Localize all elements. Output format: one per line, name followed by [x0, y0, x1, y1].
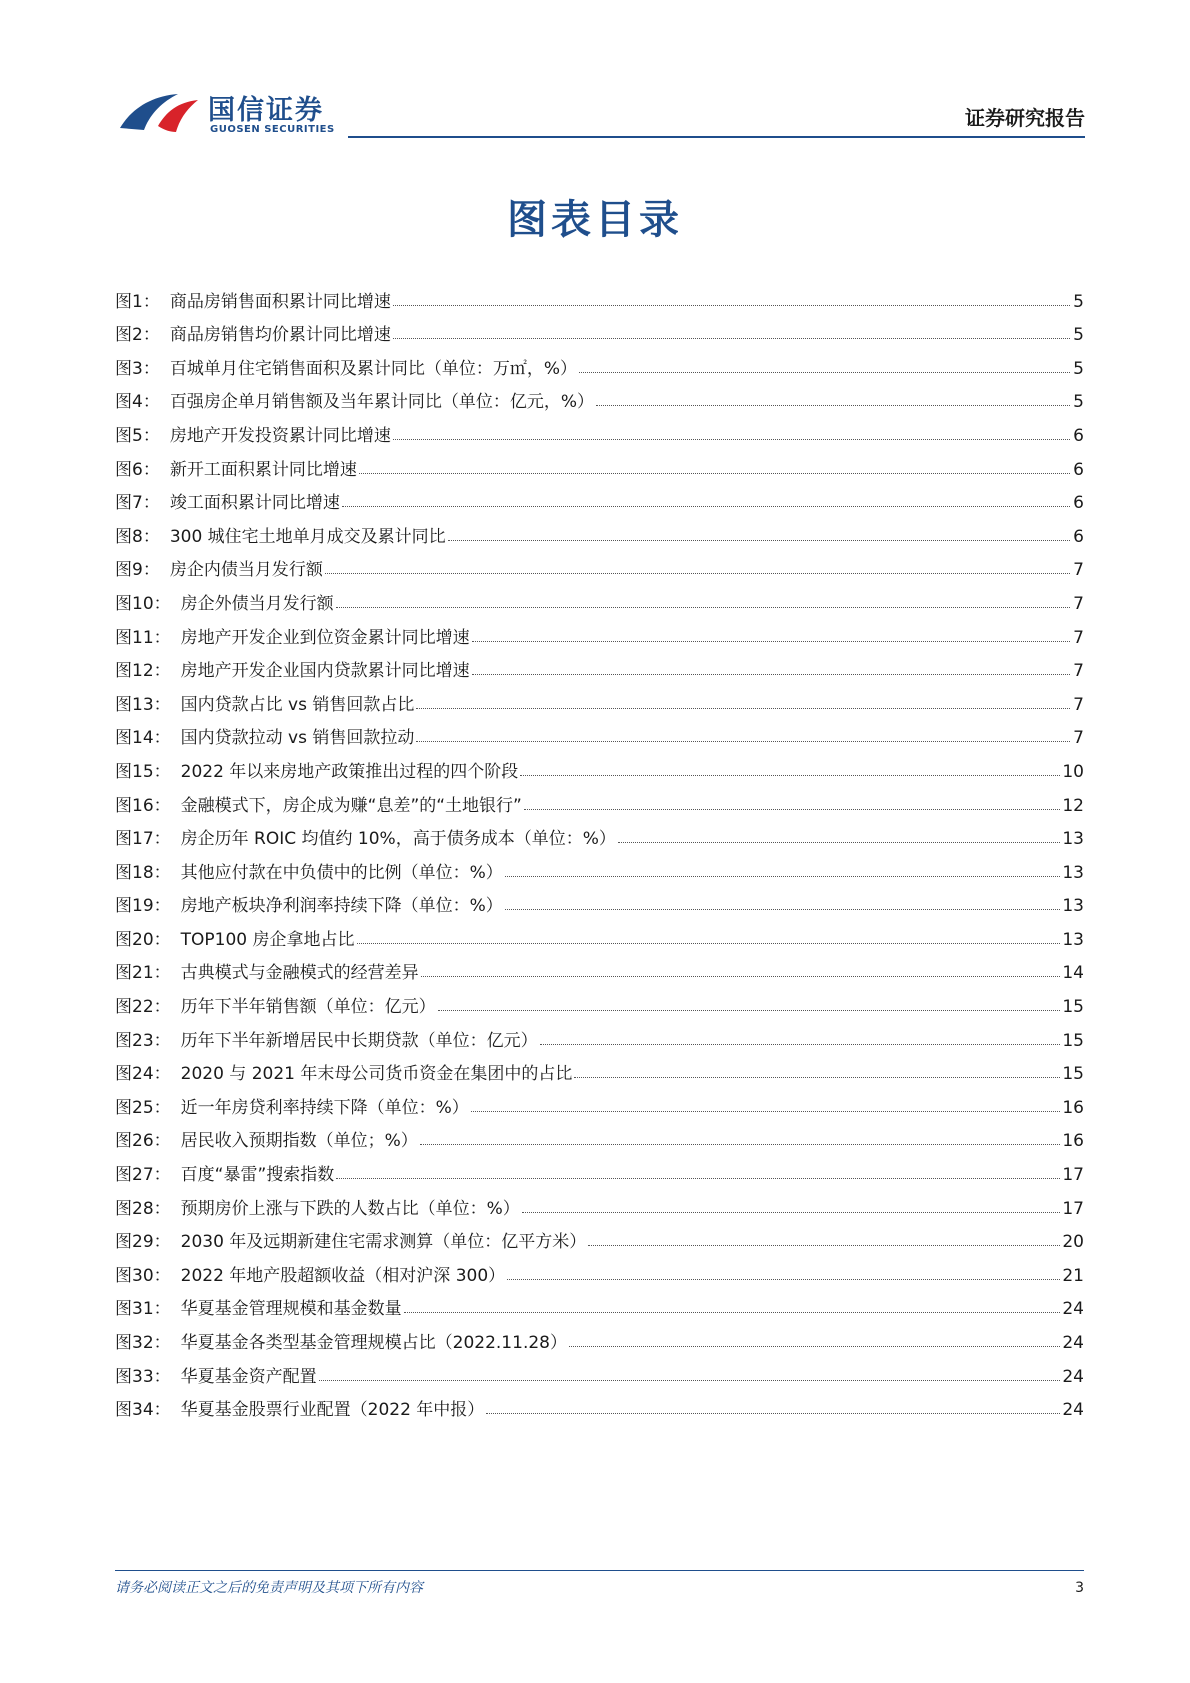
- toc-entry-title: 新开工面积累计同比增速: [169, 459, 357, 480]
- toc-entry-label: 图33：: [115, 1366, 171, 1387]
- toc-entry[interactable]: [115, 278, 1084, 312]
- toc-entry-label: 图9：: [115, 560, 160, 581]
- toc-entry-label: 图30：: [115, 1265, 171, 1286]
- toc-entry[interactable]: [115, 1084, 1084, 1118]
- toc-entry-page: 13: [1062, 829, 1084, 850]
- toc-entry-label: 图6：: [115, 459, 160, 480]
- toc-entry-page: 13: [1062, 929, 1084, 950]
- toc-entry-title: TOP100 房企拿地占比: [180, 929, 355, 950]
- report-type-label: 证券研究报告: [965, 106, 1085, 130]
- toc-dot-leader: [505, 876, 1061, 877]
- toc-dot-leader: [471, 1111, 1061, 1112]
- toc-entry-label: 图7：: [115, 493, 160, 514]
- toc-dot-leader: [579, 372, 1070, 373]
- footer-disclaimer: 请务必阅读正文之后的免责声明及其项下所有内容: [115, 1580, 423, 1596]
- toc-entry-page: 7: [1073, 728, 1084, 749]
- toc-entry-page: 6: [1073, 526, 1084, 547]
- toc-entry-title: 近一年房贷利率持续下降（单位：%）: [180, 1097, 469, 1118]
- toc-entry-title: 房企内债当月发行额: [169, 560, 323, 581]
- toc-dot-leader: [359, 473, 1070, 474]
- toc-entry-page: 24: [1062, 1400, 1084, 1421]
- toc-entry[interactable]: [115, 547, 1084, 581]
- toc-dot-leader: [421, 976, 1061, 977]
- toc-entry[interactable]: [115, 983, 1084, 1017]
- toc-dot-leader: [472, 641, 1070, 642]
- toc-entry-label: 图24：: [115, 1064, 171, 1085]
- toc-entry-label: 图1：: [115, 291, 160, 312]
- toc-entry-page: 7: [1073, 694, 1084, 715]
- toc-entry-page: 17: [1062, 1198, 1084, 1219]
- toc-entry-title: 2030 年及远期新建住宅需求测算（单位：亿平方米）: [180, 1232, 587, 1253]
- toc-entry[interactable]: [115, 1387, 1084, 1421]
- toc-entry-page: 15: [1062, 1030, 1084, 1051]
- toc-dot-leader: [393, 338, 1070, 339]
- toc-entry-title: 国内贷款拉动 vs 销售回款拉动: [180, 728, 415, 749]
- toc-entry-page: 5: [1073, 325, 1084, 346]
- toc-entry-label: 图5：: [115, 425, 160, 446]
- toc-dot-leader: [540, 1044, 1061, 1045]
- toc-entry[interactable]: [115, 748, 1084, 782]
- toc-entry-page: 7: [1073, 560, 1084, 581]
- toc-dot-leader: [520, 775, 1060, 776]
- toc-entry-page: 15: [1062, 1064, 1084, 1085]
- toc-entry[interactable]: [115, 312, 1084, 346]
- toc-entry-label: 图25：: [115, 1097, 171, 1118]
- toc-entry-title: 房地产板块净利润率持续下降（单位：%）: [180, 896, 503, 917]
- toc-entry-page: 21: [1062, 1265, 1084, 1286]
- toc-entry[interactable]: [115, 883, 1084, 917]
- toc-entry[interactable]: [115, 1151, 1084, 1185]
- toc-entry-page: 20: [1062, 1232, 1084, 1253]
- toc-dot-leader: [574, 1077, 1060, 1078]
- toc-entry[interactable]: [115, 513, 1084, 547]
- toc-entry-label: 图16：: [115, 795, 171, 816]
- toc-entry-page: 12: [1062, 795, 1084, 816]
- toc-entry-label: 图27：: [115, 1165, 171, 1186]
- toc-entry[interactable]: [115, 1286, 1084, 1320]
- toc-entry-page: 6: [1073, 425, 1084, 446]
- toc-entry-title: 2022 年地产股超额收益（相对沪深 300）: [180, 1265, 506, 1286]
- toc-entry-title: 百度“暴雷”搜索指数: [180, 1165, 335, 1186]
- toc-entry-title: 金融模式下，房企成为赚“息差”的“土地银行”: [180, 795, 522, 816]
- toc-entry[interactable]: [115, 715, 1084, 749]
- toc-entry-label: 图32：: [115, 1333, 171, 1353]
- toc-entry[interactable]: [115, 782, 1084, 816]
- toc-entry-title: 华夏基金各类型基金管理规模占比（2022.11.28）: [180, 1333, 567, 1353]
- guosen-logo: [118, 82, 348, 142]
- toc-entry-label: 图10：: [115, 593, 171, 614]
- toc-dot-leader: [524, 809, 1060, 810]
- toc-entry-page: 5: [1073, 291, 1084, 312]
- toc-entry-page: 5: [1073, 392, 1084, 413]
- toc-entry[interactable]: [115, 1118, 1084, 1152]
- toc-entry-title: 百强房企单月销售额及当年累计同比（单位：亿元，%）: [169, 392, 594, 413]
- toc-entry[interactable]: [115, 1252, 1084, 1286]
- toc-entry[interactable]: [115, 816, 1084, 850]
- toc-dot-leader: [472, 674, 1070, 675]
- toc-entry-title: 预期房价上涨与下跌的人数占比（单位：%）: [180, 1198, 520, 1219]
- toc-dot-leader: [420, 1144, 1061, 1145]
- toc-entry-title: 商品房销售面积累计同比增速: [169, 291, 391, 312]
- toc-entry-label: 图4：: [115, 392, 160, 413]
- toc-entry-page: 15: [1062, 997, 1084, 1018]
- toc-dot-leader: [486, 1413, 1060, 1414]
- toc-entry-page: 14: [1062, 963, 1084, 984]
- toc-entry[interactable]: [115, 580, 1084, 614]
- logo-chinese-name: 国信证券: [208, 95, 324, 126]
- toc-entry-label: 图26：: [115, 1131, 171, 1152]
- toc-entry[interactable]: [115, 648, 1084, 682]
- toc-entry-page: 24: [1062, 1333, 1084, 1353]
- toc-entry[interactable]: [115, 681, 1084, 715]
- toc-entry-label: 图23：: [115, 1030, 171, 1051]
- toc-entry-label: 图2：: [115, 325, 160, 346]
- toc-entry-title: 华夏基金管理规模和基金数量: [180, 1299, 402, 1320]
- toc-dot-leader: [336, 1178, 1060, 1179]
- page-title: 图表目录: [507, 197, 683, 243]
- toc-entry-page: 13: [1062, 862, 1084, 883]
- toc-entry[interactable]: [115, 950, 1084, 984]
- toc-entry-page: 17: [1062, 1165, 1084, 1186]
- toc-entry-label: 图20：: [115, 929, 171, 950]
- toc-entry-page: 24: [1062, 1299, 1084, 1320]
- toc-entry-title: 古典模式与金融模式的经营差异: [180, 963, 419, 984]
- figure-toc-list: [115, 278, 1084, 1420]
- toc-dot-leader: [393, 305, 1070, 306]
- toc-entry-label: 图12：: [115, 661, 171, 682]
- toc-entry-page: 7: [1073, 661, 1084, 682]
- toc-entry-label: 图8：: [115, 526, 160, 547]
- toc-dot-leader: [438, 1010, 1061, 1011]
- toc-entry-title: 百城单月住宅销售面积及累计同比（单位：万㎡，%）: [169, 358, 577, 379]
- toc-dot-leader: [404, 1312, 1061, 1313]
- toc-entry[interactable]: [115, 1017, 1084, 1051]
- toc-entry-label: 图11：: [115, 627, 171, 648]
- toc-entry-title: 房地产开发企业国内贷款累计同比增速: [180, 661, 470, 682]
- toc-entry[interactable]: [115, 1353, 1084, 1387]
- toc-entry[interactable]: [115, 480, 1084, 514]
- toc-entry-title: 历年下半年新增居民中长期贷款（单位：亿元）: [180, 1030, 538, 1051]
- toc-entry-title: 2022 年以来房地产政策推出过程的四个阶段: [180, 761, 519, 782]
- toc-entry-title: 华夏基金资产配置: [180, 1366, 317, 1387]
- toc-entry-page: 16: [1062, 1131, 1084, 1152]
- toc-entry[interactable]: [115, 614, 1084, 648]
- toc-entry-page: 10: [1062, 761, 1084, 782]
- toc-entry-label: 图21：: [115, 963, 171, 984]
- toc-entry-label: 图3：: [115, 358, 160, 379]
- header-divider: [348, 136, 1085, 138]
- toc-entry-title: 国内贷款占比 vs 销售回款占比: [180, 694, 415, 715]
- toc-dot-leader: [336, 607, 1070, 608]
- toc-entry-title: 历年下半年销售额（单位：亿元）: [180, 997, 436, 1018]
- toc-entry[interactable]: [115, 916, 1084, 950]
- toc-dot-leader: [588, 1245, 1060, 1246]
- toc-entry-label: 图22：: [115, 997, 171, 1018]
- logo-english-name: GUOSEN SECURITIES: [210, 124, 335, 135]
- toc-dot-leader: [596, 405, 1070, 406]
- toc-entry-page: 7: [1073, 593, 1084, 614]
- page-number: 3: [1075, 1580, 1084, 1596]
- toc-entry[interactable]: [115, 412, 1084, 446]
- toc-dot-leader: [342, 506, 1070, 507]
- toc-entry-page: 5: [1073, 358, 1084, 379]
- toc-dot-leader: [416, 708, 1070, 709]
- toc-dot-leader: [505, 909, 1061, 910]
- toc-entry[interactable]: [115, 379, 1084, 413]
- toc-dot-leader: [507, 1279, 1060, 1280]
- toc-dot-leader: [319, 1380, 1061, 1381]
- toc-entry-title: 居民收入预期指数（单位；%）: [180, 1131, 418, 1152]
- toc-entry-title: 房企历年 ROIC 均值约 10%，高于债务成本（单位：%）: [180, 829, 616, 850]
- toc-entry-label: 图13：: [115, 694, 171, 715]
- toc-entry-title: 2020 与 2021 年末母公司货币资金在集团中的占比: [180, 1064, 573, 1085]
- toc-entry-title: 商品房销售均价累计同比增速: [169, 325, 391, 346]
- page-header: [118, 82, 1085, 142]
- toc-entry[interactable]: [115, 446, 1084, 480]
- toc-entry-label: 图31：: [115, 1299, 171, 1320]
- toc-entry-label: 图28：: [115, 1198, 171, 1219]
- toc-entry-label: 图15：: [115, 761, 171, 782]
- footer-divider: [115, 1570, 1084, 1571]
- toc-dot-leader: [416, 741, 1070, 742]
- toc-entry[interactable]: [115, 1319, 1084, 1353]
- toc-entry-page: 7: [1073, 627, 1084, 648]
- toc-entry-title: 300 城住宅土地单月成交及累计同比: [169, 526, 446, 547]
- toc-entry-page: 13: [1062, 896, 1084, 917]
- toc-entry-page: 6: [1073, 459, 1084, 480]
- toc-entry-label: 图19：: [115, 896, 171, 917]
- toc-entry-title: 房企外债当月发行额: [180, 593, 334, 614]
- toc-entry-page: 6: [1073, 493, 1084, 514]
- toc-entry-page: 16: [1062, 1097, 1084, 1118]
- toc-dot-leader: [325, 573, 1070, 574]
- toc-entry-label: 图14：: [115, 728, 171, 749]
- toc-dot-leader: [357, 943, 1061, 944]
- toc-entry[interactable]: [115, 849, 1084, 883]
- guosen-logo-mark-icon: [118, 86, 202, 136]
- toc-entry-title: 房地产开发投资累计同比增速: [169, 425, 391, 446]
- toc-entry-label: 图18：: [115, 862, 171, 883]
- toc-entry[interactable]: [115, 1219, 1084, 1253]
- toc-dot-leader: [448, 540, 1070, 541]
- toc-entry-label: 图29：: [115, 1232, 171, 1253]
- toc-entry-label: 图34：: [115, 1400, 171, 1421]
- toc-entry-page: 24: [1062, 1366, 1084, 1387]
- toc-dot-leader: [618, 842, 1060, 843]
- toc-entry-title: 其他应付款在中负债中的比例（单位：%）: [180, 862, 503, 883]
- toc-dot-leader: [393, 439, 1070, 440]
- toc-dot-leader: [522, 1212, 1061, 1213]
- toc-entry-title: 华夏基金股票行业配置（2022 年中报）: [180, 1400, 485, 1421]
- toc-entry-title: 房地产开发企业到位资金累计同比增速: [180, 627, 470, 648]
- toc-entry[interactable]: [115, 1051, 1084, 1085]
- toc-entry[interactable]: [115, 1185, 1084, 1219]
- toc-entry[interactable]: [115, 345, 1084, 379]
- toc-dot-leader: [569, 1346, 1060, 1347]
- toc-entry-title: 竣工面积累计同比增速: [169, 493, 340, 514]
- toc-entry-label: 图17：: [115, 829, 171, 850]
